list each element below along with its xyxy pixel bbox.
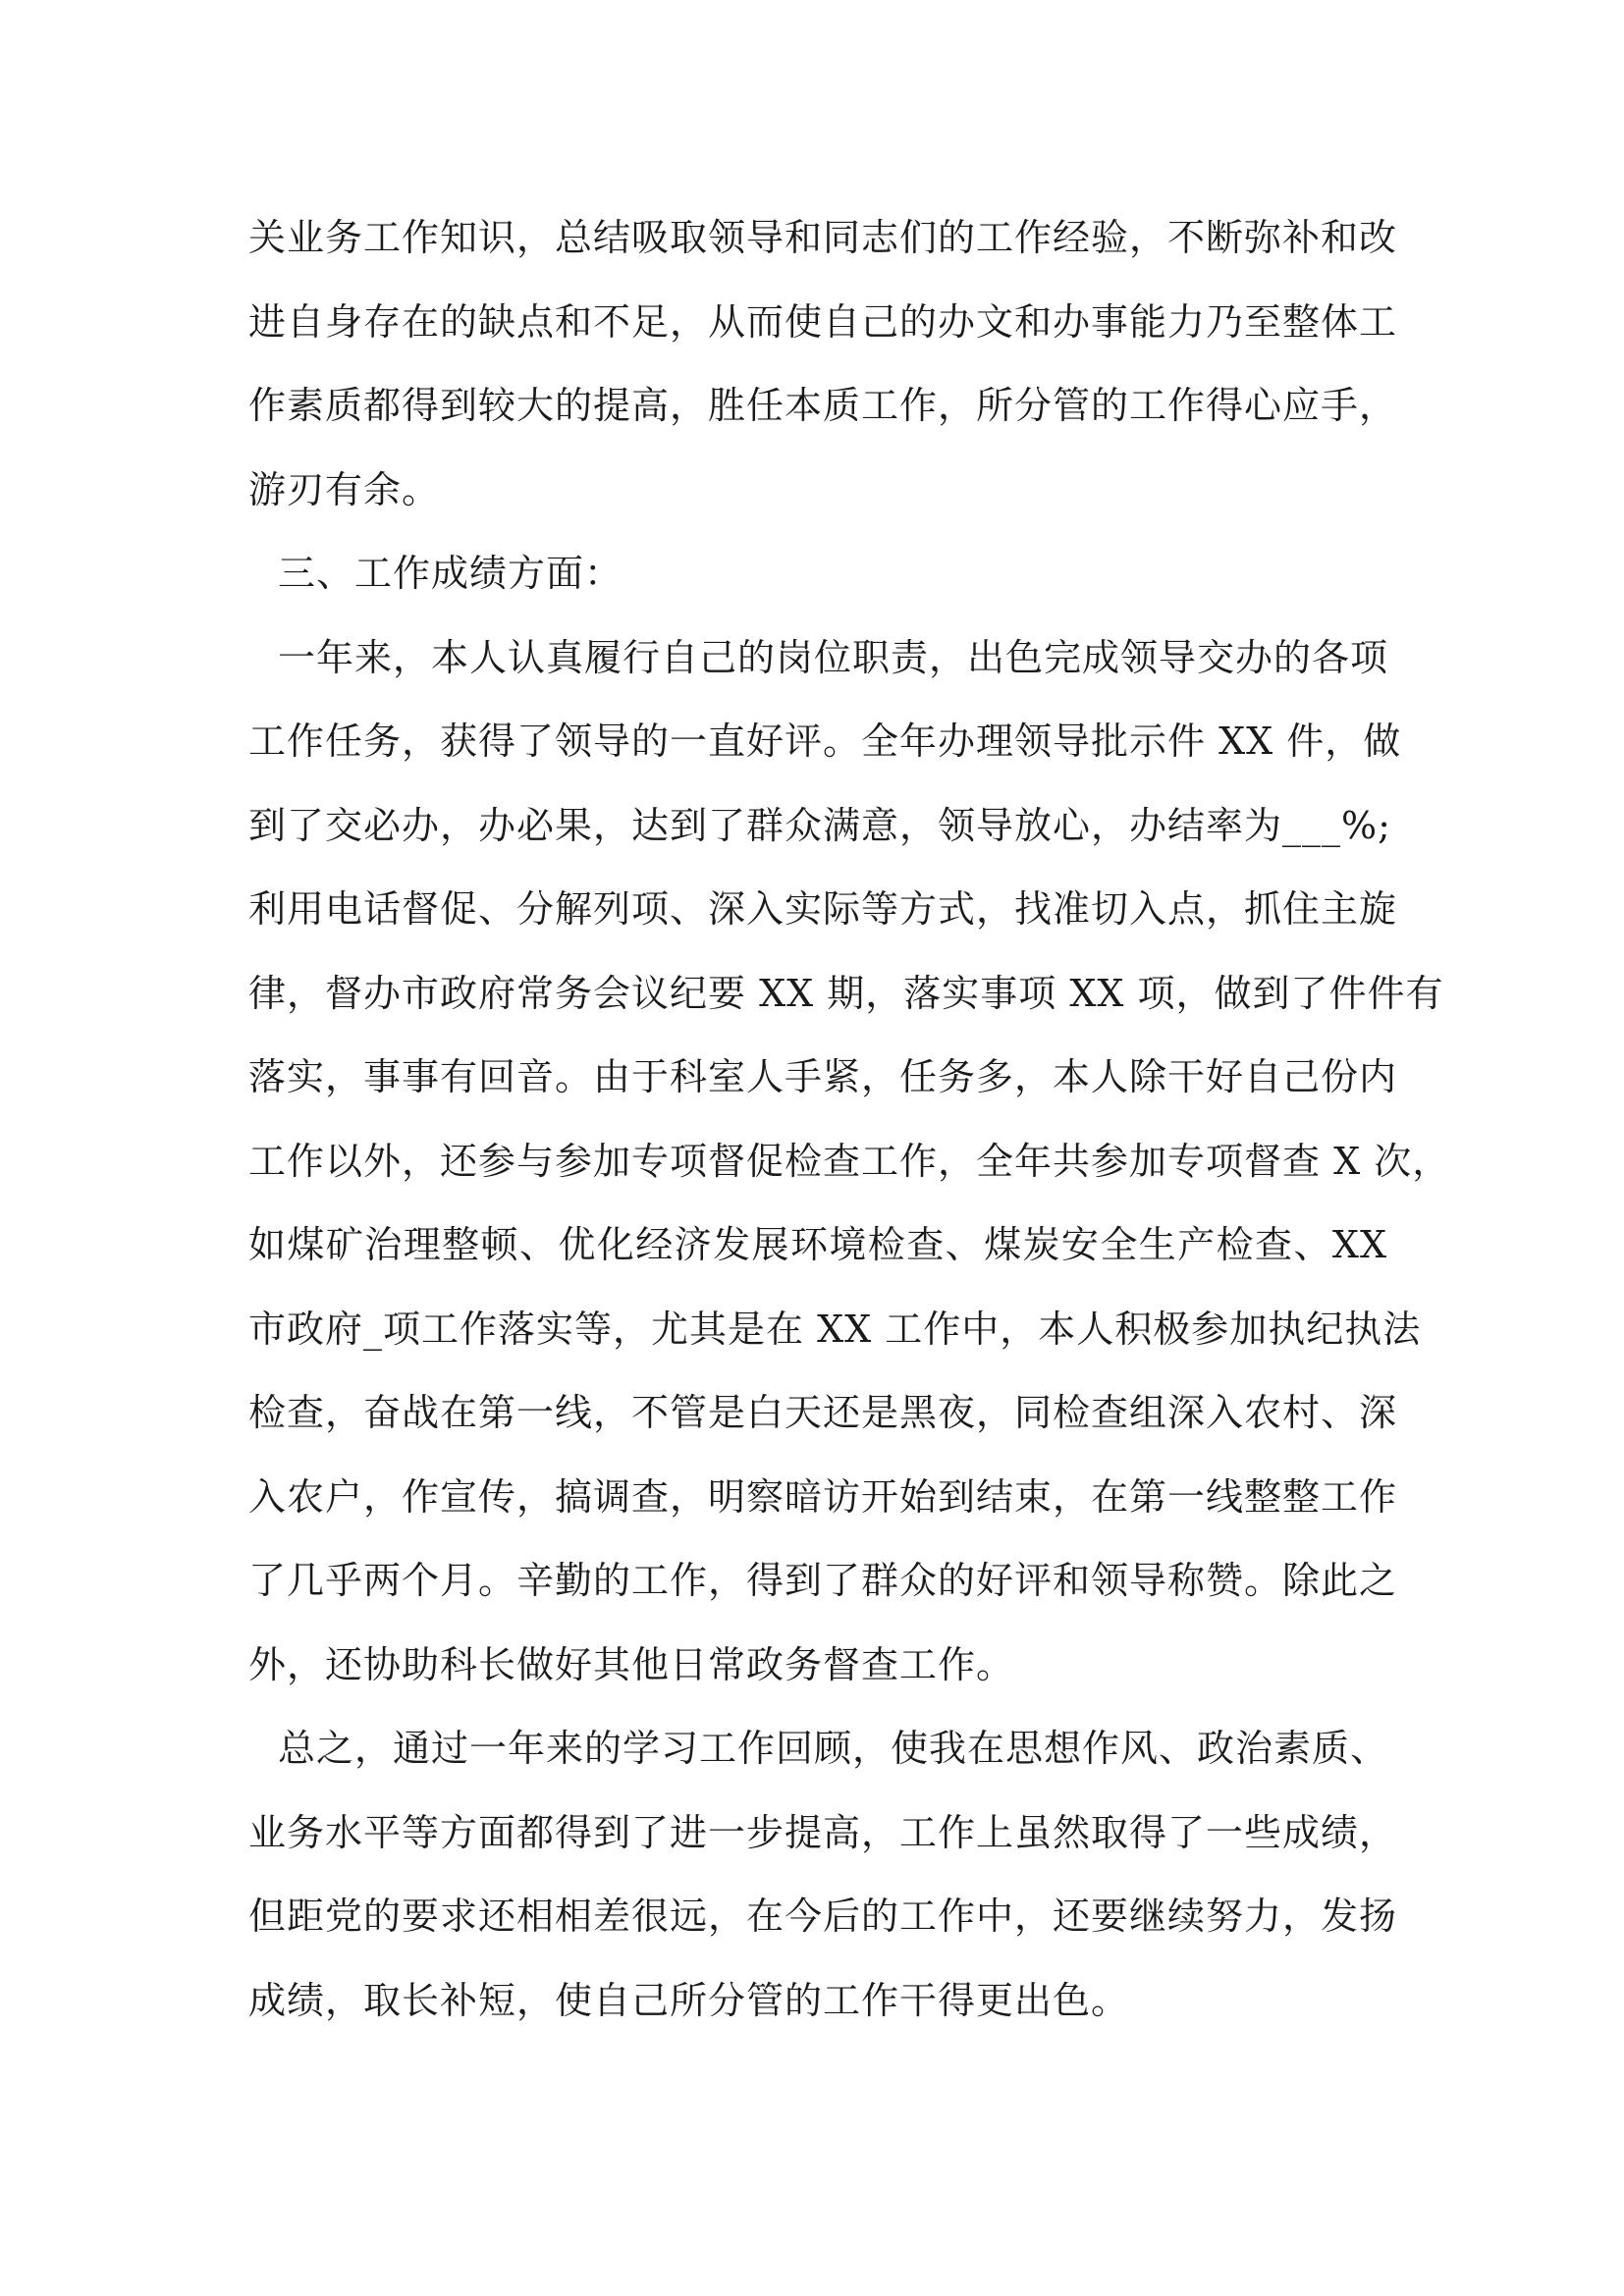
document-body [248, 196, 1451, 2043]
text-line: 到了交必办，办必果，达到了群众满意，领导放心，办结率为___%; [248, 803, 1391, 847]
text-line: 入农户，作宣传，搞调查，明察暗访开始到结束，在第一线整整工作 [248, 1474, 1398, 1519]
paragraph-summary [248, 1707, 1398, 2043]
text-line: 了几乎两个月。辛勤的工作，得到了群众的好评和领导称赞。除此之 [248, 1559, 1398, 1602]
text-line: 外，还协助科长做好其他日常政务督查工作。 [248, 1642, 1015, 1686]
section-heading: 三、工作成绩方面： [278, 552, 623, 595]
text-line: 关业务工作知识，总结吸取领导和同志们的工作经验，不断弥补和改 [248, 216, 1398, 259]
text-line: 但距党的要求还相相差很远，在今后的工作中，还要继续努力，发扬 [248, 1895, 1398, 1938]
paragraph-continuation [248, 196, 1398, 532]
text-line: 成绩，取长补短，使自己所分管的工作干得更出色。 [248, 1978, 1130, 2022]
text-line: 作素质都得到较大的提高，胜任本质工作，所分管的工作得心应手， [248, 384, 1398, 427]
text-line: 落实，事事有回音。由于科室人手紧，任务多，本人除干好自己份内 [248, 1055, 1398, 1098]
text-line: 工作任务，获得了领导的一直好评。全年办理领导批示件 XX 件，做 [248, 720, 1402, 763]
text-line: 一年来，本人认真履行自己的岗位职责，出色完成领导交办的各项 [278, 635, 1389, 679]
text-line: 工作以外，还参与参加专项督促检查工作，全年共参加专项督查 X 次， [248, 1139, 1451, 1183]
text-line: 律，督办市政府常务会议纪要 XX 期，落实事项 XX 项，做到了件件有 [248, 971, 1444, 1015]
paragraph-achievements [248, 616, 1451, 1708]
text-line: 如煤矿治理整顿、优化经济发展环境检查、煤炭安全生产检查、XX [248, 1223, 1387, 1266]
text-line: 业务水平等方面都得到了进一步提高，工作上虽然取得了一些成绩， [248, 1810, 1398, 1854]
text-line: 进自身存在的缺点和不足，从而使自己的办文和办事能力乃至整体工 [248, 299, 1398, 344]
text-line: 总之，通过一年来的学习工作回顾，使我在思想作风、政治素质、 [278, 1727, 1389, 1770]
text-line: 游刃有余。 [248, 467, 441, 511]
text-line: 利用电话督促、分解列项、深入实际等方式，找准切入点，抓住主旋 [248, 887, 1398, 931]
text-line: 市政府_项工作落实等，尤其是在 XX 工作中，本人积极参加执纪执法 [248, 1307, 1422, 1351]
text-line: 检查，奋战在第一线，不管是白天还是黑夜，同检查组深入农村、深 [248, 1391, 1398, 1434]
